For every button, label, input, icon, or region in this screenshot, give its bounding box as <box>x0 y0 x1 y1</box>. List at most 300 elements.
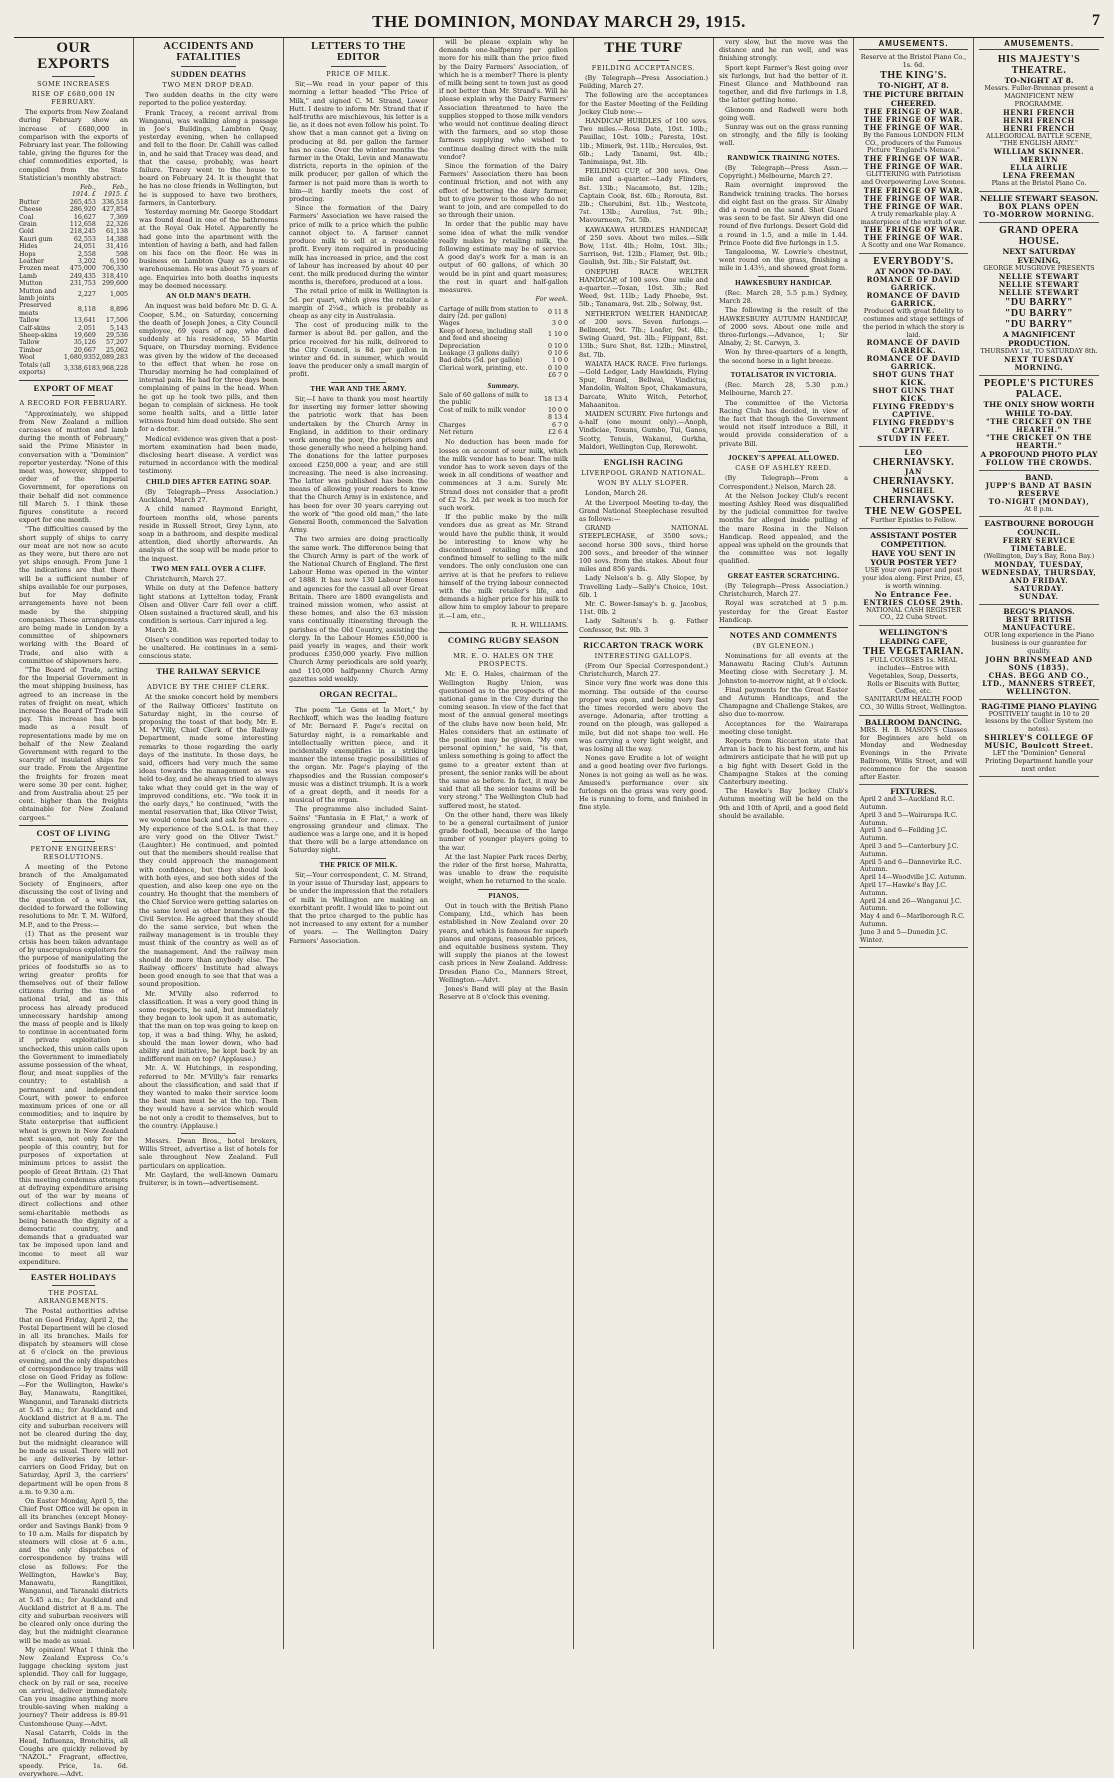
ad-title: EASTBOURNE BOROUGH COUNCIL. <box>984 519 1094 538</box>
ad-title: "DU BARRY" <box>1004 296 1074 308</box>
paragraph: HANDICAP HURDLES of 100 sovs. Two miles.—Rosa Date, 10st. 10lb.; Pauillac, 10st. 10lb.; Paresta, 10st. 1lb.; Mimerk, 9st. 11lb.; Hercules, 9st. 6lb.; Lady Tanami, 9st. 4lb.; Tanimaiapa, 9st. 3lb. <box>579 116 708 166</box>
paragraph: Lady Saltoun's b. g. Father Confessor, 9st. 9lb. 3 <box>579 617 708 634</box>
ad-text: SANITARIUM HEALTH FOOD CO., 30 Willis Street, Wellington. <box>860 695 967 711</box>
ad-text: BEST BRITISH MANUFACTURE. <box>1002 615 1076 633</box>
deck: MR. E. O. HALES ON THE PROSPECTS. <box>453 651 554 669</box>
ad-text: GEORGE MUSGROVE PRESENTS <box>983 263 1095 272</box>
table-row: Bad debts (5d. per gallon) 1 0 0 <box>439 357 568 365</box>
ad-title: CHERNIAVSKY. <box>872 476 955 488</box>
paragraph: GRAND NATIONAL STEEPLECHASE, of 3500 sovs.; second horse 300 sovs., third horse 200 sovs., and breeder of the winner 100 sovs. from the stakes. About four miles and 856 yards. <box>579 524 708 574</box>
paragraph: The following is the result of the HAWKESBURY AUTUMN HANDICAP, of 2000 sovs. About one mile and three-furlongs.—Advance, 1; Sir Alnaby, 2; St. Carwyn, 3. <box>719 306 848 348</box>
byline: (BY GLENEON.) <box>752 641 815 650</box>
paragraph: The cost of producing milk to the farmer is about 8d. per gallon, and the price received for his milk, delivered to the City Council, is 8d. per gallon in winter and 6d. in summer, which would leave the producer only a small margin of profit. <box>289 321 428 379</box>
paragraph: Olsen's condition was reported today to be unaltered. He continues in a semi-conscious state. <box>139 635 278 660</box>
paragraph: "The difficulties caused by the short supply of ships to carry our meat are not now so acute as they were, but there are not yet ships enough. From June 1 the indications are that there will be a sufficient number of ships available for our purposes, but for May definite arrangements have not been made by the shipping companies. These arrangements are being made in London by a committee of shipowners working with the Board of Trade, and also with a committee of shipowners here. <box>19 525 128 665</box>
deck: TWO MEN DROP DEAD. <box>162 80 255 89</box>
ad-text: FOLLOW THE CROWDS. <box>985 457 1093 467</box>
paragraph: NETHERTON WELTER HANDICAP, of 200 sovs. Seven furlongs.—Bellmont, 9st. 7lb.; Loafer, 9st. 4lb.; Swing Guard, 9st. 3lb.; Flippant, 8st. 13lb.; Sure Shot, 8st. 12lb.; Minstrel, 8st. 7lb. <box>579 309 708 359</box>
ad-text: FLYING FREDDY'S CAPTIVE. <box>872 418 955 436</box>
column-7-amusements <box>854 38 974 1649</box>
table-row: Net return £2 6 4 <box>439 428 568 436</box>
cherniavsky-ad <box>859 447 968 529</box>
ad-text: NATIONAL CASH REGISTER CO., 22 Cuba Street. <box>865 605 962 622</box>
subhead: RANDWICK TRAINING NOTES. <box>727 153 840 162</box>
headline: NOTES AND COMMENTS <box>729 629 838 640</box>
paragraph: A meeting of the Petone branch of the Amalgamated Society of Engineers, after discussing the cost of living and the question of a war tax, decided to forward the following resolutions to Mr. T. M. Wilford, M.P., and to the Press:— <box>19 863 128 929</box>
subhead: PRICE OF MILK. <box>326 70 391 79</box>
cost-of-living-article <box>19 829 128 1266</box>
table-row: Charges 6 7 0 <box>439 421 568 429</box>
ad-text: ELLA AIRLIE <box>1010 163 1068 173</box>
list-item: April 5 and 6—Dannevirke R.C. Autumn. <box>860 857 962 874</box>
advertorial: Nasal Catarrh, Colds in the Head, Influenza, Bronchitis, all Coughs are quickly relieved by "NAZOL." Fragrant, effective, speedy. Price, 1s. 6d. everywhere.—Advt. <box>19 1728 128 1778</box>
list-item: June 3 and 5—Dunedin J.C. Winter. <box>860 927 948 944</box>
paragraph: Nones gave Erudite a lot of weight and a good beating over five furlongs. Nones is not going as well as he was. Amused's performance over six furlongs on the grass was very good. He is running to form, and finished in fine style. <box>579 754 708 812</box>
table-header: Feb., 1914. £ Feb., 1915. £ <box>71 183 128 199</box>
masthead-title: THE DOMINION, MONDAY MARCH 29, 1915. <box>372 12 746 31</box>
columns <box>14 38 1104 1778</box>
headline: LETTERS TO THE EDITOR <box>311 41 406 64</box>
table-row: Mutton 231,753 299,600 <box>19 280 128 288</box>
ad-title: BEGG'S PIANOS. <box>1003 607 1075 617</box>
ad-title: THE NEW GOSPEL <box>864 506 963 518</box>
ad-title: HIS MAJESTY'S THEATRE. <box>997 54 1081 77</box>
ad-title: CHERNIAVSKY. <box>872 457 955 469</box>
ad-text: SUNDAY. <box>1019 592 1059 602</box>
ad-text: THE FRINGE OF WAR. <box>863 154 964 164</box>
table-row: Clerical work, printing, etc. 0 10 0 <box>439 364 568 372</box>
ad-text: SHOT GUNS THAT KICK. <box>872 386 955 404</box>
paragraph: Yesterday morning Mr. George Stoddart was found dead in one of the bathrooms at the Royal Oak Hotel. Apparently he had gone into the apartment with the intention of having a bath, and had fallen on his face on the floor. He was in business on Lambton Quay as a music warehouseman. He was about 75 years of age. Enquiries into both deaths inquests may be deemed necessary. <box>139 208 278 290</box>
ragtime-ad <box>979 700 1099 778</box>
ad-text: MONDAY, TUESDAY, WEDNESDAY, THURSDAY, AND FRIDAY. <box>981 560 1097 586</box>
subhead: THE PRICE OF MILK. <box>319 860 398 869</box>
list-item: April 14—Woodville J.C. Autumn. <box>860 873 967 882</box>
table-row: Coal 16,627 7,369 <box>19 213 128 221</box>
signature: R. H. WILLIAMS. <box>511 620 568 629</box>
ad-text: THE FRINGE OF WAR. <box>863 106 964 116</box>
ad-title: NELLIE STEWART SEASON. <box>980 193 1098 203</box>
ad-text: Messrs. Fuller-Brennan present a MAGNIFICENT NEW PROGRAMME. <box>984 84 1094 108</box>
paragraph: MAIDEN SCURRY. Five furlongs and a-half (one mount only).—Anoph, Vindiciae, Toxans, Gumbo, Tui, Ganos, Scotty, Tenuis, Wakanui, Gurkha, Maldori, Wellington Cup, Rerewoht. <box>579 410 708 451</box>
table-row: Hides 24,051 31,416 <box>19 243 128 251</box>
paragraph: Sunray was out on the grass running on strongly, and the filly is looking well. <box>719 123 848 148</box>
ad-text: A MAGNIFICENT PRODUCTION. <box>1002 329 1076 348</box>
table-row: Preserved meats 8,118 8,896 <box>19 302 128 317</box>
subhead: TOTALISATOR IN VICTORIA. <box>730 370 837 379</box>
table-row: Cartage of milk from station to dairy (2d. per gallon) 0 11 8 <box>439 305 568 320</box>
subhead: LIVERPOOL GRAND NATIONAL. <box>581 469 706 478</box>
ad-text: OUR long experience in the Piano business is our guarantee for quality. <box>983 631 1095 655</box>
ad-text: "THE CRICKET ON THE HEARTH." <box>985 416 1093 434</box>
ad-text: FULL COURSES 1s. MEAL includes—Entree with Vegetables, Soup, Desserts, Rolls or Biscuits with Butter, Coffee, etc. <box>867 656 960 696</box>
ad-text: SHIRLEY'S COLLEGE OF MUSIC, Boulcott Street. <box>984 732 1094 750</box>
table-row: 8 13 4 <box>547 414 568 422</box>
paragraph: (By Telegraph—From a Correspondent.) Nelson, March 28. <box>719 474 848 491</box>
list-item: April 24 and 26—Wanganui J.C. Autumn. <box>860 896 962 913</box>
table-row: Calf-skins 2,051 5,143 <box>19 324 128 332</box>
paragraph: Sir,—I have to thank you most heartily for inserting my former letter showing the patriotic work that has been undertaken by the Church Army in England, in addition to their ordinary work among the poor, the prisoners and those generally who need a helping hand. The donations for the latter purposes exceed £250,000 a year, and are still increasing. The need is also increasing. The latter was published has been the means of allowing your readers to know that the Church Army is in existence, and has been for over 30 years carrying out the work of "the good old man," the late General Booth, commenced the Salvation Army. <box>289 394 428 535</box>
poster-competition-ad <box>859 529 968 626</box>
deck: ADVICE BY THE CHIEF CLERK. <box>147 683 270 692</box>
ad-text: MERLYN <box>1019 155 1059 165</box>
kings-theatre-ad <box>859 52 968 254</box>
table-row: Butter 265,453 336,518 <box>19 198 128 206</box>
weekly-expenses-table <box>439 306 568 380</box>
paragraph: Since very fine work was done this morning. The outside of the course proper was open, and being very fast the times recorded were above the average. Adonaria, after trotting a round on the plough, was galloped a mile, but did not shape too well. He was carrying a very light weight, and was losing all the way. <box>579 679 708 754</box>
headline: EASTER HOLIDAYS <box>30 1272 117 1283</box>
ad-title: "DU BARRY" <box>1004 318 1074 330</box>
paragraph: will be please explain why he demands one-halfpenny per gallon more for his milk than the price fixed by the Dairy Farmers' Association, of which he is a member? There is plenty of milk being sent to town just as good if not better than Mr. Strand's. Will he please explain why the Dairy Farmers' Association threatened to have the supplies stopped to those milk vendors who would not continue dealing direct with the farmers, and so stop those farmers supplying who wished to continue dealing direct with the milk vendor? <box>439 38 568 161</box>
ad-text: THE PICTURE BRITAIN CHEERED. <box>863 89 964 108</box>
masthead <box>14 4 1104 38</box>
table-row: Depreciation 0 10 0 <box>439 342 568 350</box>
paragraph: Rain overnight improved the Randwick training tracks. The horses did eight fast on the grass. Sir Alnaby did a round on the sand. Shot Guard was seen to be fast. Sir Alwyn did one round of five furlongs. Desert Gold did a round in 1.5, and a mile in 1.44. Prince Foote did five furlongs in 1.5. <box>719 181 848 247</box>
paragraph: (By Telegraph—Press Association.) Christchurch, March 27. <box>719 581 848 599</box>
summary-table <box>439 392 568 436</box>
ad-text: SATURDAY. <box>1013 584 1065 594</box>
exports-article <box>19 41 128 377</box>
subhead: SOME INCREASES <box>37 79 110 88</box>
ad-text: ROMANCE OF DAVID GARRICK. <box>866 338 961 356</box>
paragraph: A child named Raymond Enright, fourteen months old, whose parents reside in Russell Street, Grey Lynn, ate soap in a bathroom, and despite medical attention, died shortly afterwards. An analysis of the soap will be made prior to the inquest. <box>139 505 278 563</box>
headline: COMING RUGBY SEASON <box>447 635 560 646</box>
paragraph: The programme also included Saint-Saëns' "Fantasia in E Flat," a work of engrossing grandeur and climax. The audience was a large one, and it is hoped that there will be a large attendance on Saturday night. <box>289 805 428 855</box>
table-row: Cheese 286,920 427,854 <box>19 206 128 214</box>
table-total-row: Totals (all exports) 3,338,618 3,968,228 <box>19 361 128 377</box>
subhead: THE WAR AND THE ARMY. <box>310 384 407 393</box>
ad-text: NELLIE STEWART <box>998 279 1080 289</box>
paragraph: WAIATA HACK RACE. Five furlongs.—Gold Ledger, Lady Hawkinds, Flying Spur, Brand, Bellwai, Vindictus, Mandolin, Walton Spot, Chakamasura, Darcate, White Witch, Peterhof, Mahaanitoa. <box>579 359 708 409</box>
paragraph: The two armies are doing practically the same work. The difference being that the Church Army is part of the work of the National Church of England. The first Labour Home was opened in the winter of 1888. It has now 130 Labour Homes and agencies for the casual all over Great Britain. There are 1800 evangelists and trained mission women, who assist at these homes, and also the 63 mission vans continually itinerating through the parishes of the Old Country, assisting the clergy. In the Labour Homes £50,000 is paid yearly in wages, and their work produces £350,000 yearly. Five million Church Army periodicals are sold yearly, and 110,000 halfpenny Church Army gazettes sold weekly. <box>289 535 428 683</box>
exports-table <box>19 184 128 377</box>
ad-text: NEXT TUESDAY MORNING. <box>1004 354 1074 372</box>
table-row: Sale of 60 gallons of milk to the public 18 13 4 <box>439 391 568 407</box>
ad-text: TO-NIGHT (MONDAY), <box>988 496 1090 506</box>
paragraph: very slow, but the move was the distance and he ran well, and was finishing strongly. <box>719 38 848 63</box>
ad-text: CHAS. BEGG AND CO., LTD., MANNERS STREET, WELLINGTON. <box>982 670 1096 696</box>
subhead: TWO MEN FALL OVER A CLIFF. <box>151 564 266 573</box>
ad-text: ENTRIES CLOSE 29th. <box>863 597 964 607</box>
paragraph: Glenoom and Radwell were both going well. <box>719 105 848 122</box>
ad-text: MRS. H. B. MASON'S Classes for Beginners are held on Monday and Wednesday Evenings in the Private Ballroom, Willis Street, and will recommence for the season after Easter. <box>860 725 967 781</box>
paragraph: On Easter Monday, April 5, the Chief Post Office will be open in all its branches (except Money-order and Savings Bank) from 9 to 10 a.m. Mails for dispatch by steamers will close at 6 a.m., and the only dispatches of correspondence by trains will close as follows: For the Wellington, Hawke's Bay, Manawatu, Rangitikei, Wanganui, and Taranaki districts at 5.45 a.m.; for Auckland and Auckland district at 8 a.m. The city and suburban receivers will be cleared only once during the day, but the midnight clearance will be made as usual. <box>19 1497 128 1645</box>
paragraph: At the last Napier Park races Derby, the rider of the first horse, Mahratta, was unable to draw the requisite weight, when he returned to the scale. <box>439 852 568 886</box>
paragraph: The committee of the Victoria Racing Club has decided, in view of the fact that though the Government would not itself introduce a Bill, it would provide consideration of a private Bill. <box>719 398 848 448</box>
ad-text: A Scotty and one War Romance. <box>861 241 966 250</box>
list-item: May 4 and 6—Marlborough R.C. Autumn. <box>860 912 965 929</box>
table-row: Frozen meat 475,000 706,330 <box>19 265 128 273</box>
paragraph: Sir,—We read in your paper of this morning a letter headed "The Price of Milk," and signed C. M. Strand, Lower Hutt. I desire to inform Mr. Strand that if half-truths are mischievous, his letter is a lie, as it does not even follow his point. To show that a man cannot get a living on producing at 8d. per gallon the farmer has no case. Over the winter months the farmer in the Otaki, Levin and Manawatu districts, reports in the opinion of the milk producer, per gallon of which the farmer is not paid more than is worth to him—it hardly meets the cost of producing. <box>289 80 428 204</box>
subhead: PIANOS. <box>488 891 519 900</box>
paragraph: Royal was scratched at 5 p.m. yesterday for the Great Easter Handicap. <box>719 599 848 624</box>
summary-heading: Summary. <box>487 381 520 390</box>
paragraph: The retail price of milk in Wellington is 5d. per quart, which gives the retailer a margin of 2¼d., which is probably as cheap as any city in Australasia. <box>289 287 428 320</box>
ferry-timetable-ad <box>979 517 1099 605</box>
table-row: Grain 112,658 22,326 <box>19 220 128 228</box>
ad-text: NELLIE STEWART <box>998 287 1080 297</box>
subhead: AN OLD MAN'S DEATH. <box>166 292 251 301</box>
subhead: SUDDEN DEATHS <box>170 69 247 80</box>
ad-title: BALLROOM DANCING. <box>864 717 963 727</box>
ad-title: BAND. <box>1025 472 1053 482</box>
paragraph: Frank Tracey, a recent arrival from Wanganui, was walking along a passage in Joe's Buildings, Lambton Quay, yesterday evening, when he collapsed and fell to the floor. Dr. Cahill was called in, and he said that Tracey was dead, and that the cause, probably, was heart failure. Tracey went to the house to board on February 24. It is thought that he has no close friends in Wellington, but he is supposed to have two brothers, farmers, in Canterbury. <box>139 108 278 207</box>
paragraph: Since the formation of the Dairy Farmers' Association we have raised the price of milk to a price which the public cannot object to. A farmer cannot produce milk to sell at a reasonable profit. Every item required in producing milk has increased in price, and the cost of labour has increased by about 40 per cent. the milk produced during the winter months is, therefore, produced at a loss. <box>289 204 428 287</box>
paragraph: At the Liverpool Meeting to-day, the Grand National Steeplechase resulted as follows:— <box>579 498 708 524</box>
ad-text: STUDY IN FEET. <box>877 434 950 444</box>
subhead: JOCKEY'S APPEAL ALLOWED. <box>728 453 839 462</box>
ad-title: CHERNIAVSKY. <box>872 495 955 507</box>
ad-text: Plans at the Bristol Piano Co. <box>991 179 1087 188</box>
list-item: April 5 and 6—Feilding J.C. Autumn. <box>860 826 948 843</box>
table-row: Keep of horse, including stall and feed and shoeing 1 10 0 <box>439 327 568 343</box>
table-row: Leather 3,202 6,190 <box>19 258 128 265</box>
ad-text: THE FRINGE OF WAR. <box>863 201 964 211</box>
table-row: Mutton and lamb joints 2,227 1,005 <box>19 287 128 303</box>
table-row: Gold 218,245 61,138 <box>19 228 128 236</box>
paragraph: Mr. C. Bower-Ismay's b. g. Jacobus, 11st. 0lb. 2 <box>579 600 708 617</box>
paragraph: March 28. <box>145 626 179 635</box>
paragraph: At the Nelson Jockey Club's recent meeting Ashley Reed was disqualified by the judicial committee for twelve months for alleged inside pulling of the mare Rosina in the Nelson Handicap. Reed appealed, and the appeal was upheld on the grounds that the committee was not legally qualified. <box>719 491 848 566</box>
deck: CASE OF ASHLEY REED. <box>735 464 832 473</box>
paragraph: Medical evidence was given that a post-mortem examination had been made, disclosing heart disease. A verdict was returned in accordance with the medical testimony. <box>139 434 278 476</box>
paragraph: ONEPUHI RACE WELTER HANDICAP, of 100 sovs. One mile and a-quarter.—Toxan, 10st. 3lb.; Red Weed, 9st. 11lb.; Lady Phoebe, 9st. 5lb.; Tanamara, 9st. 2lb.; Solway, 9st. <box>579 267 708 309</box>
paragraph: Christchurch, March 27. <box>145 575 227 584</box>
table-row: Tallow 13,641 17,506 <box>19 317 128 325</box>
paragraph: (From Our Special Correspondent.) Christchurch, March 27. <box>579 662 708 679</box>
paragraph: (By Telegraph—Press Association.) Feilding, March 27. <box>579 73 708 91</box>
section-heading: AMUSEMENTS. <box>979 40 1099 50</box>
ad-title: WELLINGTON'S LEADING CAFE, <box>879 628 948 647</box>
headline: THE RAILWAY SERVICE <box>156 666 261 677</box>
fixtures-list <box>859 785 968 948</box>
intro-paragraph: The exports from New Zealand during February show an increase of £680,000 in comparison with the exports of February last year. The following table, giving the figures for the chief commodities exported, is compiled from the State Statistician's monthly abstract: <box>19 108 128 182</box>
paragraph: Sport kept Farmer's Rest going over six furlongs, but had the better of it. Finest Glance and Mathbound ran together, and did five furlongs in 1.8, the latter getting home. <box>719 63 848 105</box>
ad-text: USE your own paper and post your idea along. First Prize, £5, is worth winning. <box>862 566 965 590</box>
paragraph: FEILDING CUP, of 300 sovs. One mile and a-quarter.—Lady Flinders, 8st. 13lb.; Nacamoto, 8st. 12lb.; Captain Cook, 8st. 6lb.; Rorouta, 8st. 2lb.; Cherubini, 8st. 1lb.; Westcote, 7st. 13lb.; Aurelius, 7st. 9lb.; Mavourneen, 7st. 5lb. <box>579 167 708 225</box>
subhead: GREAT EASTER SCRATCHING. <box>727 571 840 580</box>
table-row: Cost of milk to milk vendor 10 0 0 <box>439 406 568 414</box>
table-row: Kauri gum 62,553 14,388 <box>19 235 128 243</box>
table-row: Hops 2,558 598 <box>19 250 128 258</box>
list-item: April 17—Hawke's Bay J.C. Autumn. <box>860 881 947 897</box>
table-row: Timber 20,667 25,062 <box>19 346 128 354</box>
headline: EXPORT OF MEAT <box>33 382 114 393</box>
paragraph: While on duty at the Defence battery light stations at Lyttelton today, Frank Olsen and Oliver Carr fell over a cliff. Olsen sustained a fractured skull, and his condition is serious. Carr injured a leg. <box>139 584 278 626</box>
ad-text: ROMANCE OF DAVID GARRICK. <box>866 291 961 309</box>
subhead: CHILD DIES AFTER EATING SOAP. <box>145 477 272 486</box>
everybodys-ad <box>859 254 968 447</box>
ad-text: Further Epistles to Fellow. <box>870 516 957 525</box>
ad-text: THE FRINGE OF WAR. <box>863 114 964 124</box>
ad-text: POSITIVELY taught in 10 to 20 lessons by the Collier System (no notes). <box>985 709 1093 734</box>
column-2 <box>134 38 284 1649</box>
ad-title: THE KING'S. <box>880 69 947 81</box>
ad-text: MISCHEL <box>892 486 935 496</box>
table-row: Tallow 35,126 57,207 <box>19 339 128 347</box>
deck: PETONE ENGINEERS' RESOLUTIONS. <box>30 844 117 861</box>
band-notice <box>979 471 1099 518</box>
table-row: Wool 1,680,935 2,089,283 <box>19 354 128 362</box>
ad-text: JUPP'S BAND AT BASIN RESERVE <box>985 480 1093 498</box>
paragraph: Sir,—Your correspondent, C. M. Strand, in your issue of Thursday last, appears to be under the impression that the retailers of milk in Wellington are making an exorbitant profit. I would like to point out that the price charged to the public has not increased to any extent for a number of years. — The Wellington Dairy Farmers' Association. <box>289 870 428 945</box>
ad-text: ROMANCE OF DAVID GARRICK. <box>866 275 961 293</box>
table-row: Leakage (3 gallons daily) 0 10 6 <box>439 349 568 357</box>
paragraph: Mr. A. W. Hutchings, in responding, referred to Mr. M'Villy's fair remarks about the classification, and said that if they wanted to make their service loom the best man must be at the top. Then they would have a service which would be not only a credit to themselves, but to the country. (Applause.) <box>139 1064 278 1130</box>
paragraph: The following are the acceptances for the Easter Meeting of the Feilding Jockey Club now:— <box>579 91 708 116</box>
ad-title: GRAND OPERA HOUSE. <box>999 224 1079 247</box>
paragraph: The Postal authorities advise that on Good Friday, April 2, the Postal Department will be closed in all its branches. Mails for dispatch by steamers will close at 6 o'clock on the previous evening, and the only dispatches of correspondence by trains will close on Good Friday as follow:—For the Wellington, Hawke's Bay, Manawatu, Rangitikei, Wanganui, and Taranaki districts at 5.45 a.m.; for Auckland and Auckland district at 8 a.m. The city and suburban receivers will not be cleared during the day, but the midnight clearance will be made as usual. There will not be any deliveries by letter-carriers on Good Friday, but on Saturday, April 3, the carriers' department will be open from 8 a.m. to 9.30 a.m. <box>19 1307 128 1496</box>
ad-title: "DU BARRY" <box>1004 307 1074 319</box>
subhead: FEILDING ACCEPTANCES. <box>591 63 696 72</box>
column-5 <box>574 38 714 1649</box>
ad-text: NEXT SATURDAY EVENING, <box>1002 246 1076 265</box>
ad-text: THE FRINGE OF WAR. <box>863 162 964 172</box>
ad-text: NELLIE STEWART <box>998 271 1080 281</box>
paragraph: On the other hand, there was likely to be a general curtailment of junior grade football, because of the large number of younger players going to the war. <box>439 810 568 852</box>
deck: WON BY ALLY SLOPER. <box>597 479 690 488</box>
ad-text: HENRI FRENCH <box>1003 115 1075 125</box>
beggs-pianos-ad <box>979 605 1099 699</box>
ad-text: TO-NIGHT AT 8. <box>1004 76 1074 86</box>
headline: COST OF LIVING <box>36 827 111 838</box>
ad-text: THE ONLY SHOW WORTH WHILE TO-DAY. <box>983 399 1095 418</box>
ad-title: RAG-TIME PIANO PLAYING <box>981 701 1097 711</box>
ad-text: Produced with great fidelity to costumes and stage settings of the period in which the story is laid. <box>862 307 965 339</box>
ad-text: WILLIAM SKINNER. <box>993 147 1085 157</box>
headline: THE TURF <box>604 40 683 56</box>
ad-text: THE FRINGE OF WAR. <box>863 225 964 235</box>
subhead: HAWKESBURY HANDICAP. <box>735 278 832 287</box>
ad-title: THE VEGETARIAN. <box>863 646 964 658</box>
ad-text: BOX PLANS OPEN <box>998 201 1080 211</box>
ad-title: FIXTURES. <box>890 787 937 797</box>
paragraph: At the smoke concert held by members of the Railway Officers' Institute on Saturday night, in the course of proposing the toast of that body, Mr. E. M. M'Villy, Chief Clerk of the Railway Department, made some interesting remarks to those regarding the early days of the institute. In those days, he said, officers had very much the same ideas towards the management as was held to-day, and he always tried to always take what they could get in the way of improved conditions, etc. "We took it in the early days," he continued, "with the mental reservation that, like Oliver Twist, we would come back and ask for more. . . My experience of the S.O.L. is that they are very good on the Oliver Twist." (Laughter.) He continued, and pointed out that the members should realise that they could approach the management with confidence, but they should look with both eyes, and see both sides of the question, and also keep one eye on the country. He thought that the members of the Chief Service were getting salaries on the same level as other branches of the Civil Service. He agreed that they should do the same service, but when the railway management is in trouble they must think of the country as well as of the management. And the railway men should do more than anybody else. The Railway officers' Institute had always been good enough to see that that was a sound proposition. <box>139 693 278 989</box>
easter-holidays-article <box>19 1273 128 1778</box>
advertorial: Mr. Gaylard, the well-known Oamaru fruiterer, is in town—advertisement. <box>139 1170 278 1188</box>
column-3 <box>284 38 434 1649</box>
ad-text: HENRI FRENCH <box>1003 107 1075 117</box>
ad-text: (Wellington, Day's Bay, Rona Bay.) <box>983 552 1095 561</box>
list-item: April 3 and 5—Wairarapa R.C. Autumn. <box>860 810 958 827</box>
table-row: Wages 3 0 0 <box>439 320 568 328</box>
paragraph: "The Board of Trade, acting for the Imperial Government in the meat shipping business, has agreed to an increase in the rates of freight on meat, which increase the Board of Trade will pay. This increase has been made as a result of representations made by me on behalf of the New Zealand Government with regard to the scarcity of insulated ships for our trade. From the Argentine the freights for frozen meat were some 30 per cent. higher, and from Australia about 25 per cent. higher than the freights obtainable for New Zealand cargoes." <box>19 665 128 822</box>
paragraph: Lady Nelson's b. g. Ally Sloper, by Travelling Lady—Sally's Choice, 10st. 6lb. 1 <box>579 574 708 599</box>
deck: INTERESTING GALLOPS. <box>594 651 693 660</box>
paragraph: London, March 26. <box>585 489 648 498</box>
ad-text: LENA FREEMAN <box>1002 171 1076 181</box>
ad-text: TO-NIGHT, AT 8. <box>878 80 949 90</box>
paragraph: KAWAKAWA HURDLES HANDICAP, of 250 sovs. About two miles.—Silk Bow, 11st. 4lb.; Holm, 10st. 3lb.; Sarrison, 9st. 12lb.; Flamer, 9st. 9lb.; Gaulish, 9st. 3lb.; Sir Falstaff, 9st. <box>579 225 708 267</box>
headline: ACCIDENTS AND FATALITIES <box>163 41 254 64</box>
ad-text: FLYING FREDDY'S CAPTIVE. <box>872 402 955 420</box>
ad-text: HENRI FRENCH <box>1003 123 1075 133</box>
vegetarian-cafe-ad <box>859 626 968 716</box>
section-heading: AMUSEMENTS. <box>859 40 968 50</box>
page-number: 7 <box>1092 12 1100 29</box>
ad-title: PEOPLE'S PICTURES PALACE. <box>984 377 1094 400</box>
peoples-pictures-ad <box>979 376 1099 471</box>
ad-text: JAN <box>905 467 922 477</box>
ad-text: No Entrance Fee. <box>874 589 953 599</box>
ad-text: THE FRINGE OF WAR. <box>863 185 964 195</box>
ad-text: By the Famous LONDON FILM CO., producers of the Famous Picture "England's Menace." <box>863 130 964 155</box>
ad-text: THE FRINGE OF WAR. <box>863 193 964 203</box>
grand-opera-house-ad <box>979 223 1099 376</box>
paragraph: Won by three-quarters of a length, the second horse in a light breeze. <box>719 348 848 365</box>
deck: RISE OF £680,000 IN FEBRUARY. <box>31 89 116 106</box>
paragraph: Acceptances for the Wairarapa meeting close tonight. <box>719 719 848 736</box>
paragraph: The poem "Le Gens et la Mort," by Rechkoff, which was the leading feature of Mr. Bernard F. Page's recital on Saturday night, is a remarkable and intellectually written piece, and it incidentally exemplifies in a striking manner the intense tragic possibilities of the organ. Mr. Page's playing of the rhapsodies and the Russian composer's music was a distinct triumph. It is a work of a great depth, and it needs for a musical of the organ. <box>289 705 428 805</box>
paragraph: Nominations for all events at the Manawatu Racing Club's Autumn Meeting close with Secretary J. M. Johnston to-morrow night, at 9 o'clock. <box>719 652 848 685</box>
ad-text: THURSDAY 1st, TO SATURDAY 8th. <box>980 346 1098 355</box>
paragraph: In order that the public may have some idea of what the milk vendor really makes by retailing milk, the following estimate may be of service. A good day's work for a man is an output of 60 gallons, of which 30 would be in pint and quart measures; the rest in quart and half-gallon measures. <box>439 220 568 295</box>
paragraph: Final payments for the Great Easter and Autumn Handicaps, and the Champagne and Challenge Stakes, are also due to-morrow. <box>719 685 848 719</box>
ad-text: SHOT GUNS THAT KICK. <box>872 370 955 388</box>
paragraph: Out in touch with the British Piano Company, Ltd., which has been established in New Zealand over 20 years, and which is famous for superb pianos and organs, reasonable prices, and equitable business system. They will supply the pianos at the lowest cash prices in New Zealand. Address: Dresden Piano Co., Manners Street, Wellington.—Advt. <box>439 901 568 984</box>
ad-text: "THE CRICKET ON THE HEARTH." <box>985 432 1093 450</box>
paragraph: Jones's Band will play at the Basin Reserve at 8 o'clock this evening. <box>439 985 568 1002</box>
table-row: Lamb 249,435 318,410 <box>19 272 128 280</box>
paragraph: (By Telegraph—Press Assn.—Copyright.) Melbourne, March 27. <box>719 163 848 181</box>
paragraph: Since the formation of the Dairy Farmers' Association there has been continual friction, and not with any effect of bettering the dairy farmer, but to give power to those who do not want to join, and are compelled to do so through their union. <box>439 162 568 220</box>
column-8-amusements <box>974 38 1104 1649</box>
his-majestys-ad <box>979 52 1099 192</box>
paragraph: (Rec. March 28, 5.30 p.m.) Melbourne, March 27. <box>719 381 848 398</box>
ad-text: At 8 p.m. <box>1024 504 1054 513</box>
meat-article <box>19 384 128 822</box>
ad-text: ALLEGORICAL BATTLE SCENE, "THE ENGLISH ARMY." <box>986 131 1092 148</box>
advertorial: My opinion! What I think the New Zealand Express Co.'s luggage checking system just splendid. They call for luggage, check on by rail or sea, receive on arrival, deliver immediately. Can you imagine anything more trouble-saving when making a journey? Their address is 89-91 Customhouse Quay.—Advt. <box>19 1645 128 1728</box>
ad-text: THE FRINGE OF WAR. <box>863 122 964 132</box>
subhead: THE POSTAL ARRANGEMENTS. <box>38 1288 109 1306</box>
headline: ORGAN RECITAL. <box>319 689 398 699</box>
ad-text: FERRY SERVICE TIMETABLE. <box>1002 536 1076 554</box>
ad-title: ASSISTANT POSTER COMPETITION. <box>870 531 957 550</box>
headline: OUR EXPORTS <box>37 40 110 72</box>
paragraph: Mr. E. O. Hales, chairman of the Wellington Rugby Union, was questioned as to the prospects of the national game in the City during the coming season. In view of the fact that most of the annual general meetings of the clubs have now been held, Mr. Hales considers that an estimate of the position may be given. "My own personal opinion," he said, "is that, unless something is going to affect the game to a greater extent than at present, the senior ranks will be about the same as before. In fact, it may be said that all the senior teams will be very strong." The Wellington Club had suffered most, he stated. <box>439 670 568 810</box>
ad-title: EVERYBODY'S. <box>873 256 954 268</box>
paragraph: Two sudden deaths in the city were reported to the police yesterday. <box>139 91 278 108</box>
paragraph: The Hawke's Bay Jockey Club's Autumn meeting will be held on the 9th and 10th of April, and a good field should be available. <box>719 787 848 820</box>
paragraph: Reports from Riccarton state that Arran is back to his best form, and his admirers anticipate that he will put up a big fight with Desert Gold in the Champagne Stakes at the coming Canterbury meeting. <box>719 737 848 787</box>
ad-text: JOHN BRINSMEAD AND SONS (1835). <box>985 654 1093 672</box>
paragraph: (1) That as the present war crisis has been taken advantage of by unscrupulous exploiters for the purpose of manipulating the prices of foodstuffs so as to wring greater profits for themselves out of their fellow citizens during the time of national trial, and as this process has already produced unnecessary hardship among the mass of people and is likely to continue in accentuated form if private exploitation is unchecked, this union calls upon the Government to immediately assume possession of the wheat, flour, and meat supplies of the country; to establish a permanent and independent Court, with power to enforce maximum prices of one or all commodities; and to inquire by State enterprise that sufficient wheat is grown in New Zealand next season, not only for the people of this country, but for purposes of exportation at minimum prices to assist the people of Great Britain. (2) That this meeting condemns attempts at defraying expenditure arising out of the war by means of direct collections and other semi-charitable methods as being beneath the dignity of a democratic country, and demands that a graduated war tax be imposed upon land and income to meet all war expenditure. <box>19 929 128 1266</box>
ad-text: LET the "Dominion" General Printing Department handle your next order. <box>985 748 1093 773</box>
column-6 <box>714 38 854 1649</box>
table-row: Sheep-skins 19,669 29,536 <box>19 332 128 340</box>
ad-text: HAVE YOU SENT IN YOUR POSTER YET? <box>870 549 957 568</box>
ad-text: ROMANCE OF DAVID GARRICK. <box>866 354 961 372</box>
table-total-row: £6 7 0 <box>547 372 568 380</box>
ballroom-dancing-ad <box>859 716 968 786</box>
ad-text: TO-MORROW MORNING. <box>983 209 1095 219</box>
ad-text: Reserve at the Bristol Piano Co., 1s. 6d. <box>860 53 967 69</box>
deck: A RECORD FOR FEBRUARY. <box>19 399 128 408</box>
ad-text: THE FRINGE OF WAR. <box>863 233 964 243</box>
advertorial: Messrs. Dwan Bros., hotel brokers, Willis Street, advertise a list of hotels for sale throughout New Zealand. Full particulars on application. <box>139 1137 278 1170</box>
paragraph: (Rec. March 28, 5.5 p.m.) Sydney, March 28. <box>719 288 848 306</box>
ad-text: A truly remarkable play. A masterpiece of the wrath of war. <box>860 209 967 226</box>
list-item: April 2 and 3—Auckland R.C. Autumn. <box>860 795 955 812</box>
paragraph: (By Telegraph—Press Association.) Auckland, March 27. <box>139 487 278 505</box>
paragraph: An inquest was held before Mr. D. G. A. Cooper, S.M., on Saturday, concerning the death of Joseph Jones, a City Council employee, 69 years of age, who died suddenly at his residence, 55 Martin Square, on Thursday morning. Evidence was given by the widow of the deceased to the effect that when he rose on Thursday morning he had complained of internal pain. He had for three days been complaining of pains in the head. When he got up he took two pills, and then began to complain of sickness. He took some health salts, and a little later witness found him dead outside. She sent for a doctor. <box>139 302 278 434</box>
paragraph: Mr. M'Villy also referred to classification. It was a very good thing in some respects, he said, but immediately they began to look upon it as automatic, that the man on top was going to keep on top, it was a bad thing. Why, he asked, should the man lower down, who had ability and initiative, be kept back by an indifferent man on top? (Applause.) <box>139 989 278 1064</box>
column-1 <box>14 38 134 1778</box>
headline: RICCARTON TRACK WORK <box>583 639 704 650</box>
account-heading: For week. <box>535 295 568 304</box>
ad-text: AT NOON TO-DAY. <box>874 267 953 277</box>
